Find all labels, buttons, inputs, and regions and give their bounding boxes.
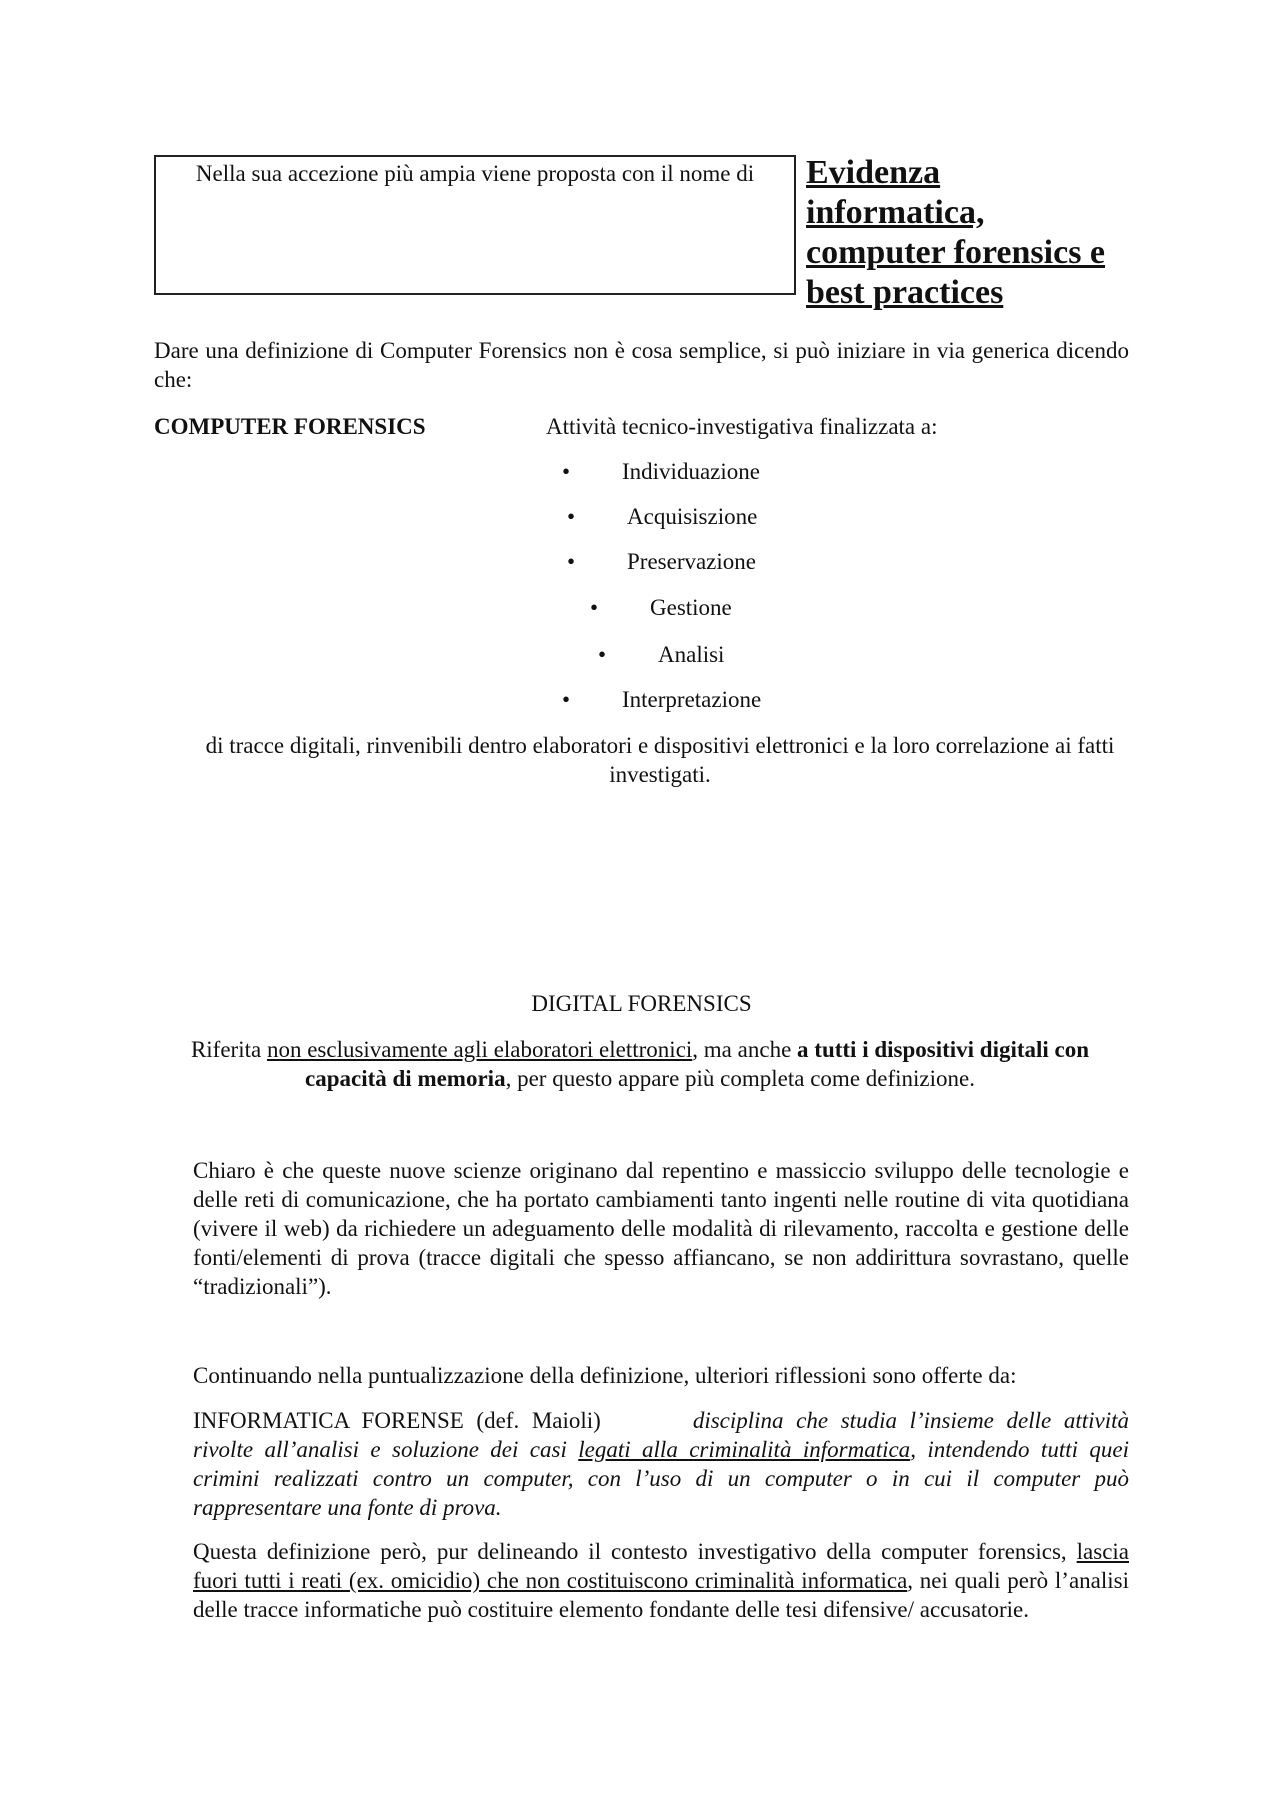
title-line: best practices (806, 274, 1004, 311)
list-item (590, 593, 732, 622)
df-heading: DIGITAL FORENSICS (531, 991, 752, 1016)
list-item-label: Preservazione (627, 549, 756, 574)
bullet-icon: • (598, 642, 607, 667)
continuando-paragraph: Continuando nella puntualizzazione della definizione, ulteriori riflessioni sono offerte da: (193, 1363, 1017, 1388)
list-item (598, 640, 724, 669)
list-item (567, 547, 756, 576)
cf-lead: Attività tecnico-investigativa finalizzata a: (546, 414, 938, 439)
bullet-icon: • (567, 549, 576, 574)
if-def: (def. Maioli) (463, 1408, 601, 1433)
df-text-underlined: non esclusivamente agli elaboratori elettronici (266, 1037, 693, 1062)
list-item-label: Individuazione (622, 459, 760, 484)
page-title (806, 153, 1146, 313)
title-line: informatica, (806, 194, 985, 231)
title-line: Evidenza (806, 154, 941, 191)
df-text: Riferita (190, 1037, 267, 1062)
bullet-icon: • (562, 687, 571, 712)
bullet-icon: • (590, 595, 599, 620)
list-item-label: Gestione (650, 595, 732, 620)
df-text: , ma anche (692, 1037, 798, 1062)
intro-paragraph: Dare una definizione di Computer Forensics non è cosa semplice, si può iniziare in via generica dicendo che: (154, 338, 1129, 392)
cf-tail: di tracce digitali, rinvenibili dentro elaboratori e dispositivi elettronici e la loro correlazione ai fatti investigati. (205, 733, 1115, 787)
list-item (567, 502, 757, 531)
cf-term: COMPUTER FORENSICS (154, 414, 426, 439)
questa-text: Questa definizione però, pur delineando il contesto investigativo della computer forensics, (193, 1539, 1077, 1564)
list-item (562, 457, 760, 486)
title-line: computer forensics e (806, 234, 1106, 271)
list-item-label: Interpretazione (622, 687, 762, 712)
if-text: , intendendo tutti quei crimini realizzati contro un computer, con l’uso di un computer o in cui il computer può rappresentare una fonte di prova. (193, 1437, 1129, 1520)
list-item (562, 685, 761, 714)
questa-text-underlined: lascia fuori tutti i reati (ex. omicidio) che non costituiscono criminalità informatica (193, 1539, 1129, 1593)
if-term: INFORMATICA FORENSE (193, 1408, 464, 1433)
if-text-underlined: legati alla criminalità informatica (578, 1437, 911, 1462)
df-paragraph (165, 1035, 1115, 1093)
list-item-label: Acquisiszione (627, 504, 758, 529)
if-text: disciplina che studia l’insieme delle attività rivolte all’analisi e soluzione dei casi (193, 1408, 1130, 1462)
questa-text: , nei quali però l’analisi delle tracce informatiche può costituire elemento fondante delle tesi difensive/ accusatorie. (193, 1568, 1129, 1622)
bullet-icon: • (562, 459, 571, 484)
df-text-bold: a tutti i dispositivi digitali con capacità di memoria (305, 1037, 1090, 1091)
questa-paragraph (193, 1537, 1129, 1624)
intro-box-text: Nella sua accezione più ampia viene proposta con il nome di (195, 161, 755, 186)
chiaro-paragraph: Chiaro è che queste nuove scienze originano dal repentino e massiccio sviluppo delle tecnologie e delle reti di comunicazione, che ha portato cambiamenti tanto ingenti nelle routine di vita quotidiana (vivere il web) da richiedere un adeguamento delle modalità di rilevamento, raccolta e gestione delle fonti/elementi di prova (tracce digitali che spesso affiancano, se non addirittura sovrastano, quelle “tradizionali”). (193, 1158, 1129, 1299)
informatica-forense-paragraph (193, 1406, 1129, 1522)
list-item-label: Analisi (658, 642, 725, 667)
df-text: , per questo appare più completa come definizione. (505, 1066, 975, 1091)
bullet-icon: • (567, 504, 576, 529)
intro-box (154, 155, 796, 295)
